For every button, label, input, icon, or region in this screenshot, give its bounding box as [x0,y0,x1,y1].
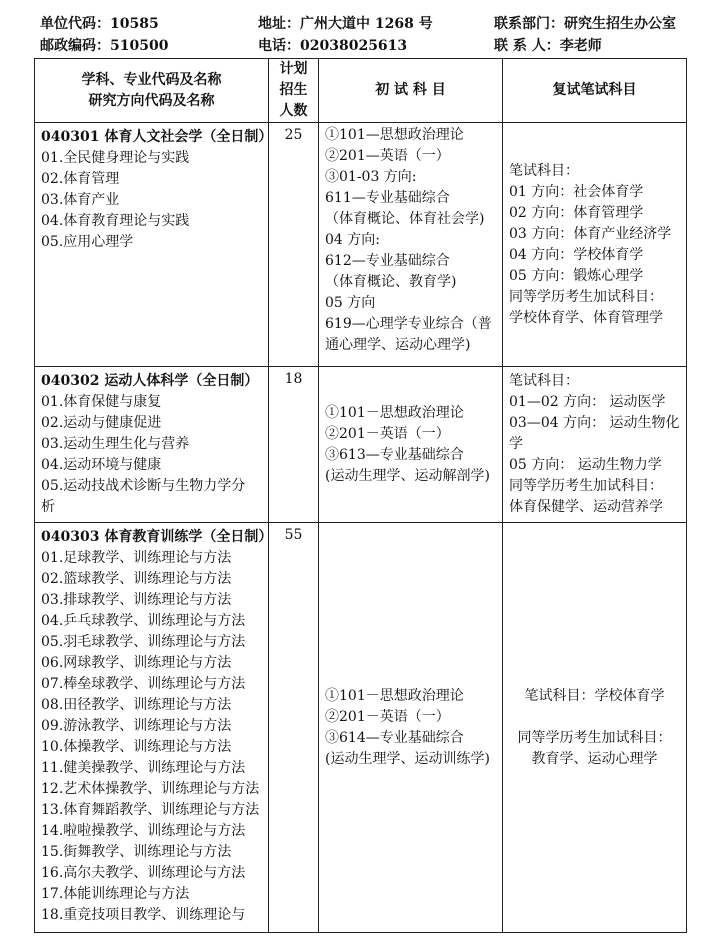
plan-count: 18 [284,371,303,387]
plan-count: 55 [284,527,303,543]
retest-line: 02 方向：体育管理学 [509,204,644,221]
retest-line: 笔试科目： [509,162,579,179]
direction-item: 析 [41,499,55,515]
exam-line: 05 方向 [325,295,376,311]
header-plan-line2: 招生 [279,82,308,98]
direction-item: 09.游泳教学、训练理论与方法 [41,718,232,734]
direction-item: 02.运动与健康促进 [41,415,162,431]
exam-cell [319,367,503,523]
direction-item: 04.运动环境与健康 [41,457,162,473]
postcode: 邮政编码：510500 [40,38,169,54]
header-major [35,59,269,123]
retest-line: 01 方向：社会体育学 [509,183,644,200]
header-exam [319,59,503,123]
exam-cell [319,123,503,367]
plan-cell [269,523,319,933]
direction-item: 02.篮球教学、训练理论与方法 [41,571,232,587]
retest-line: 同等学历考生加试科目： [517,729,672,746]
exam-line: ③613—专业基础综合 [325,446,464,463]
direction-item: 02.体育管理 [41,171,120,187]
header-retest [503,59,687,123]
address: 地址：广州大道中 1268 号 [258,16,433,32]
retest-line: 体育保健学、运动营养学 [509,499,663,515]
direction-item: 18.重竞技项目教学、训练理论与 [41,907,246,923]
direction-item: 07.棒垒球教学、训练理论与方法 [41,676,246,692]
direction-item: 08.田径教学、训练理论与方法 [41,697,232,713]
exam-line: (运动生理学、运动训练学) [325,750,490,767]
exam-cell [319,523,503,933]
major-title: 040303 体育教育训练学（全日制） [41,529,273,545]
direction-item: 15.街舞教学、训练理论与方法 [41,844,232,860]
header-major-line2: 研究方向代码及名称 [88,92,215,109]
retest-line: 学校体育学、体育管理学 [509,309,663,326]
plan-cell [269,367,319,523]
header-retest-label: 复试笔试科目 [552,82,637,98]
direction-item: 17.体能训练理论与方法 [41,886,190,902]
header-plan-line3: 人数 [279,103,308,119]
contact-department: 联系部门：研究生招生办公室 [494,16,676,32]
exam-line: 04 方向: [325,232,380,248]
exam-line: ③01-03 方向: [325,169,417,185]
exam-line: 通心理学、运动心理学) [325,337,471,353]
unit-code: 单位代码：10585 [40,16,159,32]
direction-item: 03.体育产业 [41,192,120,208]
contact-person: 联 系 人：李老师 [494,38,602,54]
header-exam-label: 初 试 科 目 [375,82,446,98]
direction-item: 03.排球教学、训练理论与方法 [41,592,232,608]
direction-item: 05.羽毛球教学、训练理论与方法 [41,634,246,650]
table-row [35,523,687,933]
exam-line: （体育概论、体育社会学) [325,211,485,227]
exam-line: 619—心理学专业综合（普 [325,316,492,332]
direction-item: 01.体育保健与康复 [41,394,162,410]
direction-item: 11.健美操教学、训练理论与方法 [41,760,246,776]
exam-line: 612—专业基础综合 [325,253,450,269]
retest-line: 05 方向：锻炼心理学 [509,267,644,284]
exam-line: ②201－英语（一） [325,708,450,725]
direction-item: 12.艺术体操教学、训练理论与方法 [41,781,260,797]
major-cell [35,123,273,367]
header-major-line1: 学科、专业代码及名称 [81,71,222,88]
direction-item: 16.高尔夫教学、训练理论与方法 [41,865,246,881]
retest-cell [503,523,687,933]
exam-line: ①101－思想政治理论 [325,687,464,704]
direction-item: 01.全民健身理论与实践 [41,150,190,166]
exam-line: (运动生理学、运动解剖学) [325,467,490,484]
plan-cell [269,123,319,367]
phone: 电话：02038025613 [258,38,408,54]
direction-item: 01.足球教学、训练理论与方法 [41,550,232,566]
direction-item: 06.网球教学、训练理论与方法 [41,655,232,671]
exam-line: ②201—英语（一） [325,148,450,164]
major-cell [35,367,269,523]
enrollment-table [34,58,687,933]
retest-line: 03—04 方向： 运动生物化 [509,415,680,431]
retest-line: 03 方向：体育产业经济学 [509,225,672,242]
exam-line: （体育概论、教育学) [325,274,457,290]
major-title: 040301 体育人文社会学（全日制） [41,129,273,145]
major-cell [35,523,273,933]
exam-line: ③614—专业基础综合 [325,729,464,746]
retest-line: 教育学、运动心理学 [531,750,658,767]
direction-item: 03.运动生理生化与营养 [41,436,190,452]
table-row [35,123,687,367]
direction-item: 04.乒乓球教学、训练理论与方法 [41,613,246,629]
table-header-row [35,59,687,123]
retest-line: 同等学历考生加试科目： [509,478,663,494]
header-plan-line1: 计划 [279,61,308,77]
direction-item: 10.体操教学、训练理论与方法 [41,739,232,755]
retest-line: 05 方向： 运动生物力学 [509,457,662,473]
exam-line: ②201－英语（一） [325,425,450,442]
exam-line: ①101—思想政治理论 [325,127,464,143]
exam-line: 611—专业基础综合 [325,190,450,206]
direction-item: 05.应用心理学 [41,234,134,250]
retest-line: 同等学历考生加试科目： [509,288,663,305]
header-plan [269,59,319,123]
direction-item: 05.运动技战术诊断与生物力学分 [41,478,246,494]
table-row [35,367,687,523]
major-title: 040302 运动人体科学（全日制） [41,373,259,389]
retest-line: 笔试科目： [509,373,579,389]
direction-item: 13.体育舞蹈教学、训练理论与方法 [41,802,260,818]
retest-line: 笔试科目：学校体育学 [524,687,665,704]
retest-cell [503,123,687,367]
retest-line: 学 [509,436,523,452]
direction-item: 14.啦啦操教学、训练理论与方法 [41,823,246,839]
retest-line: 04 方向：学校体育学 [509,246,644,263]
retest-cell [503,367,687,523]
plan-count: 25 [284,127,303,143]
retest-spacer [509,707,680,728]
retest-line: 01—02 方向： 运动医学 [509,394,666,410]
exam-line: ①101－思想政治理论 [325,404,464,421]
direction-item: 04.体育教育理论与实践 [41,213,190,229]
